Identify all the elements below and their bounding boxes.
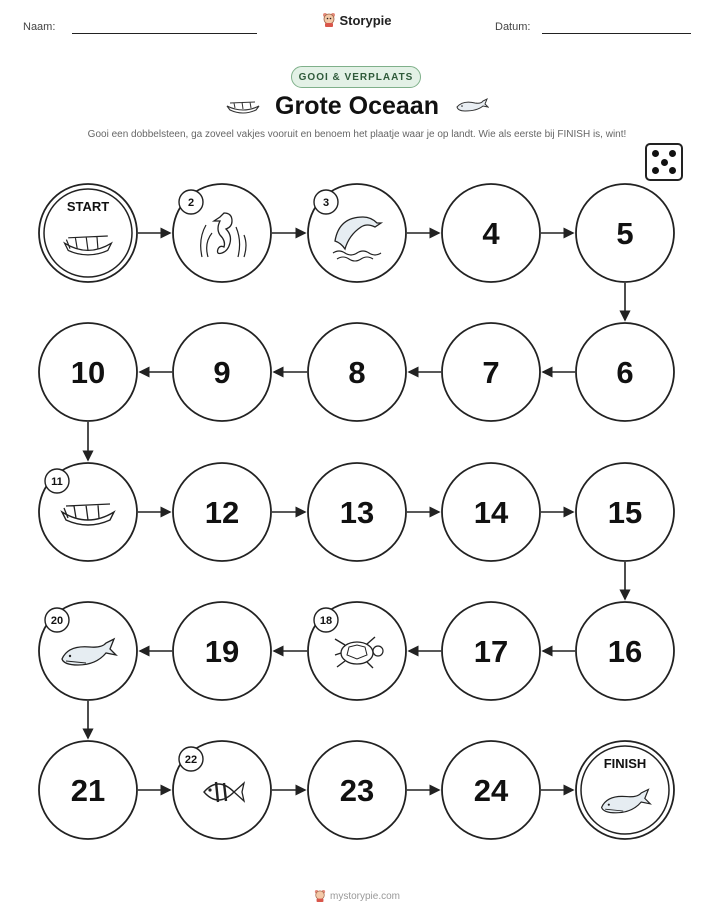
board-space (173, 463, 271, 561)
start-label: START (66, 199, 110, 214)
start-space (39, 184, 137, 282)
space-number: 13 (339, 495, 375, 530)
board-space (39, 602, 137, 700)
space-number-badge: 18 (319, 615, 333, 627)
board-space (442, 323, 540, 421)
space-number: 9 (213, 355, 231, 390)
space-number: 8 (348, 355, 366, 390)
board-space (173, 741, 271, 839)
board-space (442, 184, 540, 282)
brand-name: Storypie (339, 12, 392, 28)
space-number: 21 (70, 773, 106, 808)
board-space (39, 741, 137, 839)
space-number: 23 (339, 773, 375, 808)
space-number: 7 (482, 355, 500, 390)
board-space (39, 463, 137, 561)
finish-space (576, 741, 674, 839)
space-number-badge: 20 (50, 615, 64, 627)
instructions-text: Gooi een dobbelsteen, ga zoveel vakjes vooruit en benoem het plaatje waar je op landt. Wie als eerste bij FINISH is, wint! (87, 129, 627, 140)
space-number: 14 (473, 495, 509, 530)
board-space (576, 184, 674, 282)
board-space (308, 323, 406, 421)
storypie-mascot-icon (314, 889, 326, 903)
board-space (442, 602, 540, 700)
date-label: Datum: (495, 21, 531, 33)
space-number-badge: 22 (184, 754, 198, 766)
space-number: 10 (70, 355, 106, 390)
space-number: 19 (204, 634, 240, 669)
board-space (173, 184, 271, 282)
board-space (576, 323, 674, 421)
space-number: 24 (473, 773, 509, 808)
board-space (442, 741, 540, 839)
space-number: 17 (473, 634, 509, 669)
space-number: 6 (616, 355, 634, 390)
space-number: 16 (607, 634, 643, 669)
page-title: Grote Oceaan (275, 92, 439, 120)
board-space (308, 602, 406, 700)
space-number-badge: 11 (51, 476, 63, 488)
board-space (173, 602, 271, 700)
board-space (576, 602, 674, 700)
footer-url: mystorypie.com (329, 890, 400, 902)
finish-label: FINISH (603, 756, 647, 771)
space-number: 15 (607, 495, 643, 530)
game-type-badge: GOOI & VERPLAATS (291, 66, 421, 88)
board-space (308, 463, 406, 561)
board-space (173, 323, 271, 421)
footer (0, 889, 714, 906)
space-number: 12 (204, 495, 240, 530)
board-space (308, 184, 406, 282)
space-number: 4 (482, 216, 500, 251)
space-number-badge: 2 (187, 197, 195, 209)
board-space (576, 463, 674, 561)
board-space (308, 741, 406, 839)
space-number-badge: 3 (322, 197, 330, 209)
board-space (442, 463, 540, 561)
name-label: Naam: (23, 21, 56, 33)
space-number: 5 (616, 216, 634, 251)
board-space (39, 323, 137, 421)
